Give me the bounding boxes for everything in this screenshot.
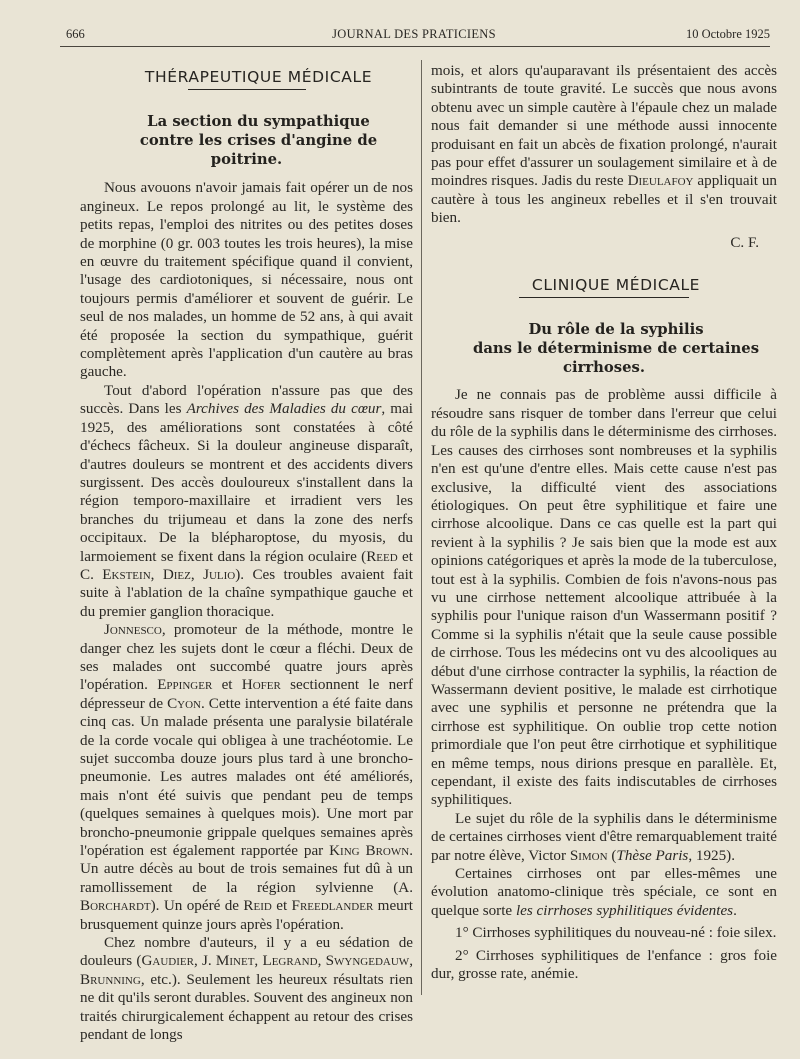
text-run: , [317, 952, 326, 970]
author-name: Swyngedauw [325, 952, 410, 970]
text-run: Tout d'abord l'opération n'assure pas que des succès. Dans les [80, 381, 413, 418]
text-run: . [733, 901, 737, 919]
journal-reference: Archives des Maladies du cœur [186, 400, 382, 418]
text-run: meurt brusquement quinze jours après l'opération. [80, 897, 413, 933]
issue-date: 10 Octobre 1925 [685, 27, 770, 41]
spacer [431, 298, 777, 320]
article-title-line-1: La section du sympathique [147, 113, 370, 131]
author-name: Reed [366, 547, 398, 565]
author-name: Hofer [241, 676, 281, 694]
author-name: Reid [243, 897, 272, 915]
spacer [80, 169, 413, 179]
text-run: Le sujet du rôle de la syphilis dans le déterminisme de certaines cirrhoses vient d'être remarquablement traité par notre élève, Victor [431, 809, 777, 864]
paragraph [80, 621, 413, 934]
left-column [80, 52, 413, 1045]
paragraph [80, 934, 413, 1044]
spacer [431, 377, 777, 386]
text-run: et [271, 897, 292, 915]
text-run: et [212, 676, 242, 694]
text-run: , promoteur de la méthode, montre le danger chez les sujets dont le cœur a fléchi. Deux de ses malades ont succombé quatre jours après l'opération. [80, 621, 413, 694]
text-run: , [254, 952, 263, 970]
list-item: 2° Cirrhoses syphilitiques de l'enfance : gros foie dur, grosse rate, anémie. [431, 946, 777, 983]
paragraph [431, 865, 777, 920]
right-column [431, 62, 777, 983]
running-head [58, 27, 770, 43]
author-name: Minet [215, 952, 255, 970]
article-title-line-2: contre les crises d'angine de poitrine. [139, 132, 378, 169]
author-name: Eppinger [157, 676, 213, 694]
author-name: Gaudier [141, 952, 194, 970]
author-name: Brunning [80, 970, 141, 988]
author-name: Julio [203, 565, 236, 583]
section-title-therapeutique: THÉRAPEUTIQUE MÉDICALE [144, 68, 373, 86]
column-divider [421, 60, 422, 995]
author-name: Freedlander [291, 897, 374, 915]
text-run: , etc.). Seulement les heureux résultats rien ne dit qu'ils seront durables. Souvent des angineux non traités chirurgicalement échappent au retour des crises pendant de longs [80, 970, 413, 1044]
text-run: , 1925). [688, 846, 736, 864]
header-rule [60, 46, 770, 47]
article-signature: C. F. [730, 233, 759, 251]
text-run: . Un autre décès au bout de trois semaines fut dû à un ramollissement de la région sylvienne (A. [80, 842, 413, 896]
author-name: Legrand [262, 952, 318, 970]
text-run: mois, et alors qu'auparavant ils présentaient des accès subintrants de toute gravité. Le succès que nous avons obtenu avec un simple cautère à l'épaule chez un malade nous fait demander si une méthode aussi innocente produisant en fait un abcès de fixation prolongé, n'aurait pas pour effet d'assurer un soulagement similaire et à de moindres risques. Jadis du reste [431, 62, 777, 190]
text-run: ). Ces troubles avaient fait suite à l'ablation de la chaîne sympathique gauche et du premier ganglion thoracique. [80, 565, 414, 620]
author-name: Cyon [167, 694, 201, 712]
paragraph [431, 810, 777, 865]
text-run: , [190, 565, 204, 583]
text-run: , J. [193, 952, 216, 970]
text-run: . Cette intervention a été faite dans cinq cas. Un malade présenta une paralysie bilatérale de la corde vocale qui obligea à une trachéotomie. Le sujet succomba douze jours plus tard à une broncho-pneumonie. Les autres malades ont été améliorés, mais n'ont été suivis que pendant peu de temps (quelques semaines à quelques mois). Une mort par broncho-pneumonie grippale quelques semaines après l'opération est également rapportée par [80, 694, 413, 860]
paragraph: Nous avouons n'avoir jamais fait opérer un de nos angineux. Le repos prolongé au lit, le système des petits repas, l'emploi des nitrites ou des petites doses de morphine (0 gr. 003 toutes les trois heures), la mise en œuvre du traitement spécifique quand il convient, l'usage des cardiotoniques, si nécessaire, nous ont toujours permis d'améliorer et souvent de guérir. Le seul de nos malades, un homme de 52 ans, à qui avait été proposée la section du sympathique, guérit complètement après l'application d'un cautère au bras gauche. [80, 179, 413, 381]
text-run: , mai 1925, des améliorations sont constatées à côté d'échecs fâcheux. Si la douleur angineuse disparaît, d'autres douleurs se montrent et des accidents divers surgissent. Des accès douloureux s'installent dans la région temporo-maxillaire et irradient vers les branches du trijumeau et dans la zone des nerfs occipitaux. De la blépharoptose, du myosis, du larmoiement se fixent dans la région oculaire ( [80, 400, 413, 565]
emphasis: les cirrhoses syphilitiques évidentes [515, 901, 734, 919]
paragraph [80, 382, 413, 621]
spacer [431, 252, 777, 276]
text-run: Certaines cirrhoses ont par elles-mêmes une évolution anatomo-clinique très spéciale, ce sont en quelque sorte [431, 865, 777, 919]
author-name: Dieulafoy [627, 172, 694, 190]
author-name: Simon [569, 846, 608, 864]
text-run: appliquait un cautère à tous les angineux rebelles et il s'en trouvait bien. [431, 172, 777, 227]
text-run: Chez nombre d'auteurs, il y a eu sédation de douleurs ( [80, 934, 413, 970]
paragraph: Je ne connais pas de problème aussi difficile à résoudre sans risquer de tomber dans l'erreur que celui du rôle de la syphilis dans le déterminisme des cirrhoses. Les causes des cirrhoses sont nombreuses et la syphilis n'en est qu'une d'entre elles. Mais cette cause n'est pas exclusive, la difficulté vient des associations étiologiques. On peut être syphilitique et faire une cirrhose alcoolique. Dans ce cas quelle est la part qui revient à la syphilis ? Je sais bien que la mode est aux opinions catégoriques et après la mode de la tuberculose, tout est à la syphilis. Combien de fois n'avons-nous pas vu une cirrhose nettement alcoolique attribuée à la syphilis pour l'unique raison d'un Wassermann positif ? Comme si la syphilis n'était que la seule cause possible de cirrhose. Tous les médecins ont vu des alcooliques au début d'une cirrhose contracter la syphilis, la réaction de Wassermann devient positive, le malade est cirrhotique avec une syphilis et personne ne prétendra que la cirrhose est syphilitique. On oublie trop cette notion primordiale que l'on peut être cirrhotique et syphilitique en même temps, nous dirions presque en parallèle. Et, cependant, il existe des faits indiscutables de cirrhoses syphilitiques. [431, 386, 777, 809]
list-item: 1° Cirrhoses syphilitiques du nouveau-né : foie silex. [455, 924, 777, 942]
author-name: King Brown [329, 842, 410, 860]
text-run: sectionnent le nerf dépresseur de [80, 676, 413, 712]
text-run: , [150, 565, 163, 583]
article-title-line-2: dans le déterminisme de certaines cirrhoses. [472, 340, 760, 377]
author-name: Ekstein [102, 565, 151, 583]
article-title-line-1: Du rôle de la syphilis [528, 321, 704, 339]
section-title-clinique: CLINIQUE MÉDICALE [531, 276, 701, 295]
paragraph-continued [431, 62, 777, 228]
text-run: ( [607, 846, 617, 864]
text-run: et C. [80, 547, 413, 583]
journal-title: JOURNAL DES PRATICIENS [332, 27, 496, 41]
text-run: , [409, 952, 413, 970]
page-number: 666 [66, 27, 85, 41]
thesis-reference: Thèse Paris [616, 846, 689, 864]
author-name: Diez [162, 565, 191, 583]
spacer [80, 90, 413, 112]
author-name: Borchardt [80, 897, 151, 915]
text-run: ). Un opéré de [150, 897, 244, 915]
author-name: Jonnesco [104, 621, 162, 639]
